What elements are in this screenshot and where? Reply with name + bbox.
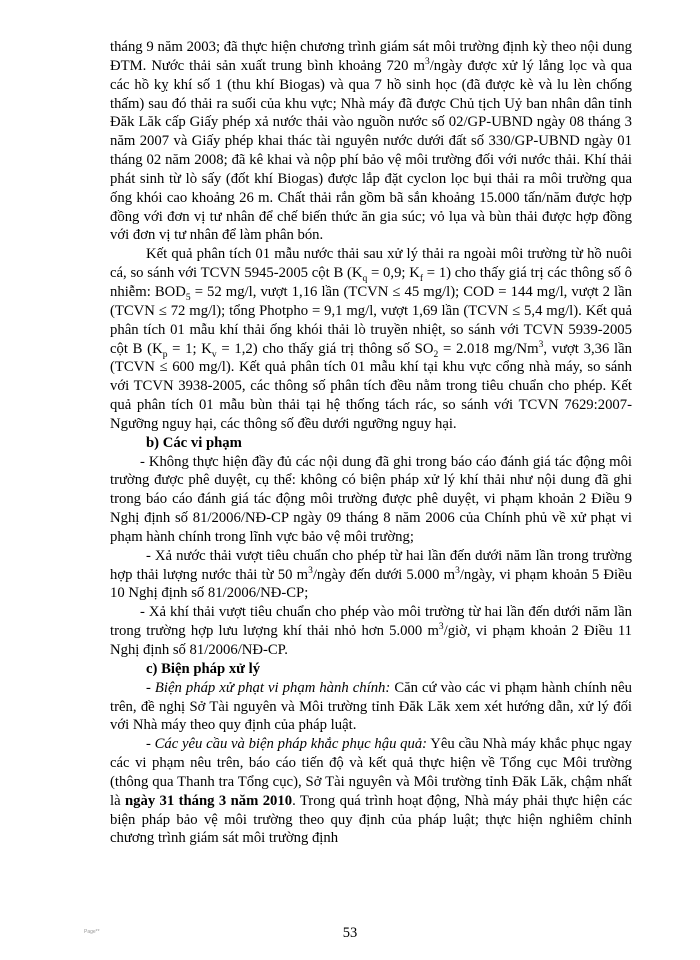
- text-segment: /ngày, vi phạm khoản 5 Điều 10 Nghị định số 81/2006/NĐ-CP;: [110, 566, 632, 602]
- text-segment: Kết quả phân tích 01 mẫu nước thải sau xử lý thải ra ngoài môi trường từ hồ nuôi cá, so sánh với TCVN 5945-2005 cột B (K: [110, 246, 632, 282]
- subscript: p: [162, 349, 168, 360]
- page-body: [110, 38, 632, 848]
- text-segment: = 52 mg/l, vượt 1,16 lần (TCVN ≤ 45 mg/l); COD = 144 mg/l, vượt 2 lần (TCVN ≤ 72 mg/l); tổng Photpho = 9,1 mg/l, vượt 1,69 lần (TCVN ≤ 5,4 mg/l). Kết quả phân tích 01 mẫu khí thải ống khói thải lò truyền nhiệt, so sánh với TCVN 5939-2005 cột B (K: [110, 283, 632, 357]
- violation-item-emissions: [110, 603, 632, 660]
- measure-lead: - Biện pháp xử phạt vi phạm hành chính:: [146, 679, 391, 696]
- superscript: 3: [424, 56, 430, 67]
- text-segment: - Xả nước thải vượt tiêu chuẩn cho phép từ hai lần đến dưới năm lần trong trường hợp thải lượng nước thải từ 50 m: [110, 547, 632, 583]
- text-segment: = 1) cho thấy giá trị các thông số ô nhiễm: BOD: [110, 265, 632, 300]
- paragraph-monitoring: [110, 38, 632, 245]
- text-segment: /giờ, vi phạm khoản 2 Điều 11 Nghị định số 81/2006/NĐ-CP.: [110, 623, 632, 658]
- text-segment: = 0,9; K: [367, 265, 420, 282]
- footer-mark: Page**: [84, 929, 100, 935]
- paragraph-analysis-results: [110, 245, 632, 433]
- subscript: 5: [185, 292, 191, 303]
- measure-lead: - Các yêu cầu và biện pháp khắc phục hậu quả:: [146, 736, 428, 753]
- text-segment: Yêu cầu Nhà máy khắc phục ngay các vi phạm nêu trên, báo cáo tiến độ và kết quả thực hiện về Tổng cục Môi trường (thông qua Thanh tra Tổng cục), Sở Tài nguyên và Môi trường tỉnh Đăk Lăk, chậm nhất là: [110, 736, 632, 809]
- subscript: 2: [433, 349, 439, 360]
- measure-item-penalty: [110, 679, 632, 736]
- text-segment: = 2.018 mg/Nm: [438, 340, 539, 357]
- subscript: q: [362, 274, 368, 285]
- text-segment: Căn cứ vào các vi phạm hành chính nêu trên, đề nghị Sở Tài nguyên và Môi trường tỉnh Đăk Lăk xem xét hướng dẫn, xử lý đối với Nhà máy theo quy định của pháp luật.: [110, 679, 632, 734]
- violation-item-eia: - Không thực hiện đầy đủ các nội dung đã ghi trong báo cáo đánh giá tác động môi trường được phê duyệt, cụ thể: không có biện pháp xử lý khí thải như nội dung đã ghi trong báo cáo đánh giá tác động môi trường được phê duyệt, vi phạm khoản 2 Điều 9 Nghị định số 81/2006/NĐ-CP ngày 09 tháng 8 năm 2006 của Chính phủ về xử phạt vi phạm hành chính trong lĩnh vực bảo vệ môi trường;: [110, 453, 632, 545]
- deadline-date: ngày 31 tháng 3 năm 2010: [124, 792, 293, 809]
- subscript: f: [419, 274, 424, 285]
- text-segment: = 1; K: [167, 340, 212, 357]
- text-segment: tháng 9 năm 2003; đã thực hiện chương trình giám sát môi trường định kỳ theo nội dung ĐTM. Nước thải sản xuất trung bình khoảng 720 m: [110, 39, 632, 74]
- superscript: 3: [438, 622, 444, 633]
- text-segment: , vượt 3,36 lần (TCVN ≤ 600 mg/l). Kết quả phân tích 01 mẫu khí tại khu vực cổng nhà máy, so sánh với TCVN 3938-2005, các thông số phân tích đều nằm trong tiêu chuẩn cho phép. Kết quả phân tích 01 mẫu bùn thải tại hệ thống tách rác, so sánh với TCVN 7629:2007-Ngưỡng nguy hại, các thông số đều dưới ngưỡng nguy hại.: [110, 340, 632, 432]
- heading-measures: c) Biện pháp xử lý: [146, 660, 261, 677]
- superscript: 3: [455, 565, 460, 576]
- heading-violations: b) Các vi phạm: [146, 434, 242, 451]
- text-segment: /ngày được xử lý lắng lọc và qua các hồ kỵ khí số 1 (thu khí Biogas) và qua 7 hồ sinh học (đã được kè và lu lèn chống thấm) sau đó thải ra suối của khu vực; Nhà máy đã được Chủ tịch Uỷ ban nhân dân tỉnh Đăk Lăk cấp Giấy phép xả nước thải vào nguồn nước số 02/GP-UBND ngày 08 tháng 3 năm 2007 và Giấy phép khai thác tài nguyên nước dưới đất số 330/GP-UBND ngày 01 tháng 02 năm 2008; đã kê khai và nộp phí bảo vệ môi trường đối với nước thải. Khí thải phát sinh từ lò sấy (đốt khí Biogas) được lắp đặt cyclon lọc bụi thải ra môi trường qua ống khói cao khoảng 26 m. Chất thải rắn gồm bã sắn khoảng 15.000 tấn/năm được hợp đồng với đơn vị tư nhân để chế biến thức ăn gia súc; vỏ lụa và bùn thải được hợp đồng với đơn vị tư nhân để làm phân bón.: [110, 57, 632, 244]
- text-segment: . Trong quá trình hoạt động, Nhà máy phải thực hiện các biện pháp bảo vệ môi trường theo quy định của pháp luật; thực hiện nghiêm chỉnh chương trình giám sát môi trường định: [110, 792, 632, 847]
- text-segment: /ngày đến dưới 5.000 m: [312, 566, 456, 583]
- measure-item-remediation: [110, 735, 632, 848]
- text-segment: = 1,2) cho thấy giá trị thông số SO: [216, 340, 434, 357]
- text-segment: - Xả khí thải vượt tiêu chuẩn cho phép vào môi trường từ hai lần đến dưới năm lần trong trường hợp lưu lượng khí thải nhỏ hơn 5.000 m: [110, 604, 632, 640]
- superscript: 3: [308, 565, 313, 576]
- violation-item-wastewater: [110, 547, 632, 604]
- page-number: 53: [342, 925, 358, 941]
- superscript: 3: [538, 339, 544, 350]
- subscript: v: [211, 349, 217, 360]
